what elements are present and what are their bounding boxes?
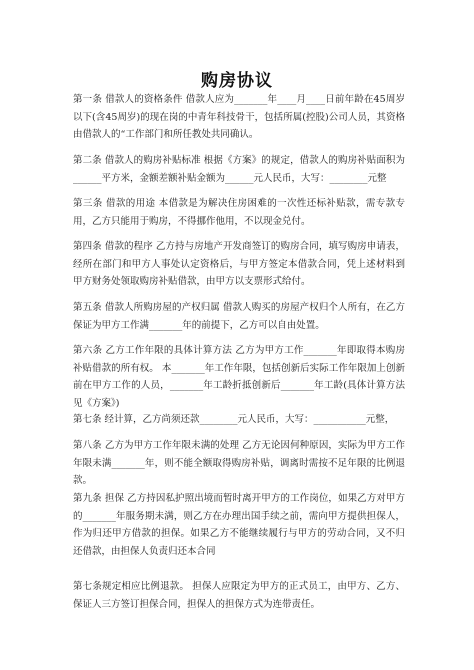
article-9: 第九条 担保 乙方持因私护照出境而暂时离开甲方的工作岗位，如果乙方对甲方的_______年服务期未满，则乙方在办理出国手续之前，需向甲方提供担保人，作为归还甲方借款的担保。如果乙方不能继续履行与甲方的劳动合同，又不归还借款，由担保人负责归还本合同 (73, 493, 405, 557)
article-2: 第二条 借款人的购房补贴标准 根据《方案》的规定，借款人的购房补贴面积为______平方米，金额差额补贴金额为______元人民币，大写：________元整 (73, 155, 405, 184)
document-title: 购房协议 (201, 71, 273, 91)
article-7: 第七条 经计算，乙方尚须还款________元人民币，大写：___________元整， (73, 414, 395, 425)
article-6: 第六条 乙方工作年限的具体计算方法 乙方为甲方工作_______年即取得本购房补贴借款的所有权。 本_______年工作年限，包括创新后实际工作年限加上创新前在甲方工作的人员，_______年工龄折抵创新后_______年工龄(具体计算方法见《方案》) (73, 345, 405, 409)
article-8: 第八条 乙方为甲方工作年限未满的处理 乙方无论因何种原因，实际为甲方工作年限未满_______年，则不能全额取得购房补贴，调离时需按不足年限的比例退款。 (73, 440, 405, 486)
article-10: 第七条规定相应比例退款。 担保人应限定为甲方的正式员工，由甲方、乙方、保证人三方签订担保合同，担保人的担保方式为连带责任。 (73, 581, 405, 610)
article-1: 第一条 借款人的资格条件 借款人应为_______年____月____日前年龄在45周岁以下(含45周岁)的现在岗的中青年科技骨干，包括所属(控股)公司人员，其资格由借款人的“工作部门和所任教处共同确认。 (73, 94, 405, 140)
article-3: 第三条 借款的用途 本借款是为解决住房困难的一次性还标补贴款，需专款专用，乙方只能用于购房，不得挪作他用，不以现金兑付。 (73, 198, 405, 227)
article-4: 第四条 借款的程序 乙方持与房地产开发商签订的购房合同，填写购房申请表，经所在部门和甲方人事处认定资格后，与甲方签定本借款合同，凭上述材料到甲方财务处领取购房补贴借款，由甲方以支票形式给付。 (73, 241, 405, 287)
article-5: 第五条 借款人所购房屋的产权归属 借款人购买的房屋产权归个人所有，在乙方保证为甲方工作满_______年的前提下，乙方可以自由处置。 (73, 302, 405, 331)
